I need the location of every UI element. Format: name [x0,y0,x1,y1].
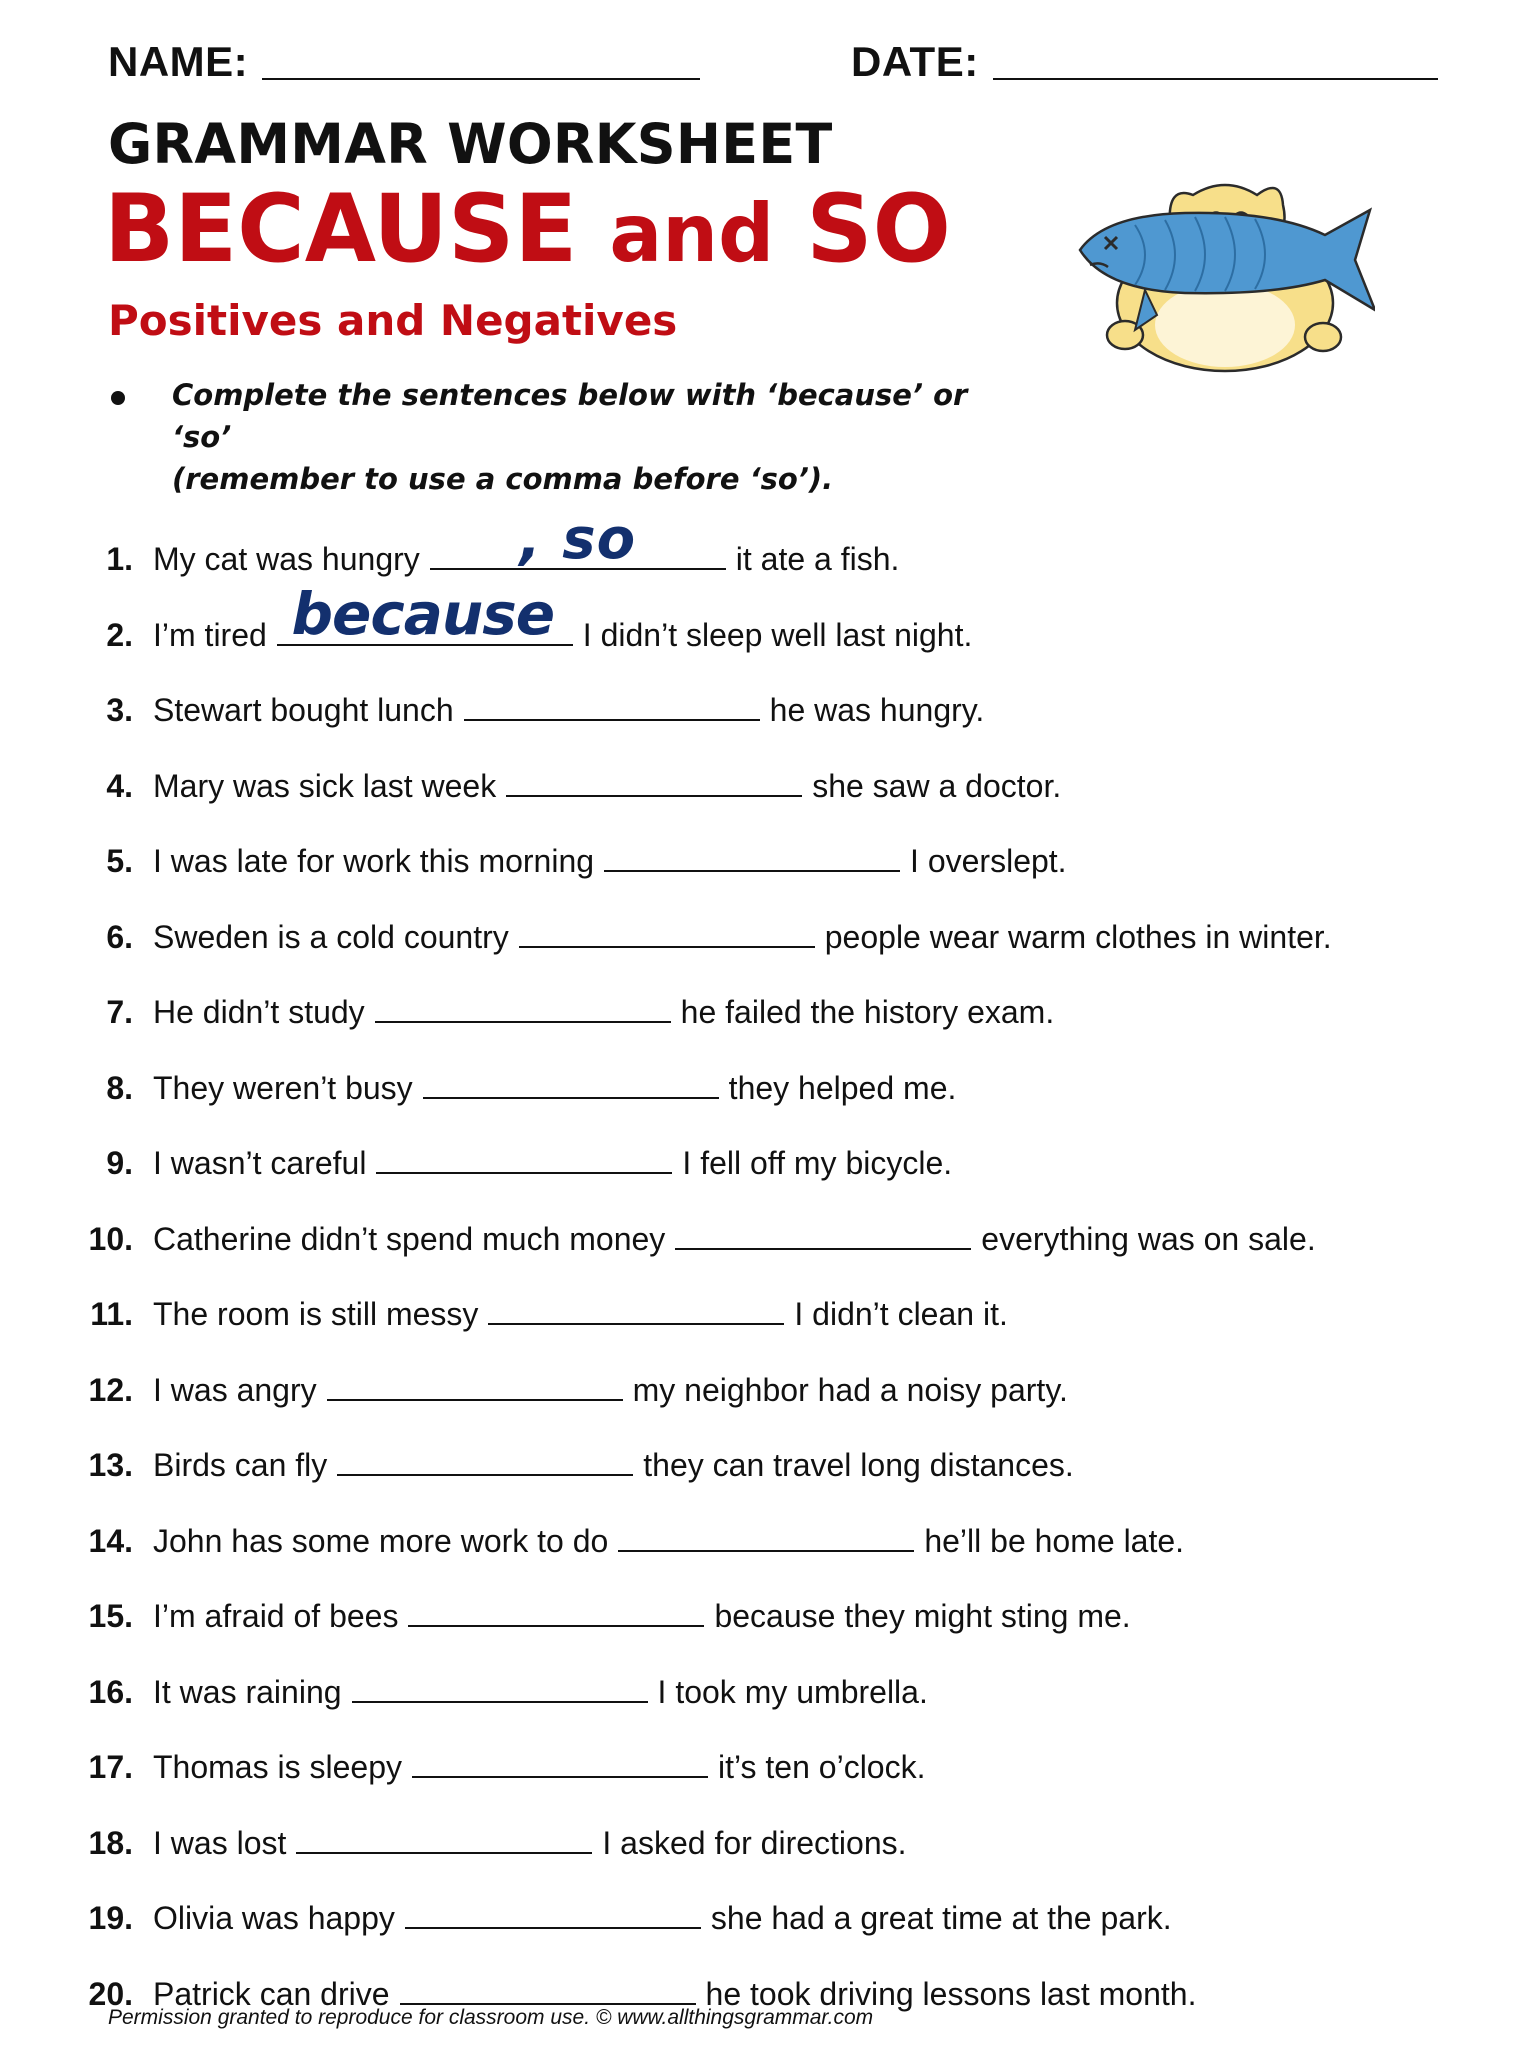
question-row [0,1444,1074,1504]
question-row [0,1822,907,1882]
answer-blank[interactable] [408,1595,704,1627]
question-text-after: everything was on sale. [981,1220,1316,1257]
instructions [108,374,1008,500]
answer-blank[interactable] [296,1822,592,1854]
question-text-before: Olivia was happy [153,1900,395,1936]
question-text-before: Stewart bought lunch [153,692,454,728]
answer-blank[interactable] [618,1520,914,1552]
answer-blank[interactable] [488,1293,784,1325]
answer-blank[interactable] [430,507,726,572]
question-row [0,1369,1068,1429]
worksheet-label: GRAMMAR WORKSHEET [108,112,833,176]
date-label: DATE: [851,38,979,85]
question-number: 4. [106,767,133,804]
cat-right-paw [1305,323,1341,351]
date-field [851,38,1438,86]
question-row [0,916,1332,976]
question-text-before: I’m afraid of bees [153,1598,399,1634]
question-text-before: Patrick can drive [153,1975,390,2012]
question-text-before: Birds can fly [153,1447,328,1483]
answer-blank[interactable] [337,1444,633,1476]
handwritten-answer: , so [519,507,637,572]
question-row [0,689,984,749]
question-text-after: I overslept. [910,843,1067,879]
question-text-after: I didn’t clean it. [794,1296,1008,1332]
question-number: 5. [106,843,133,879]
answer-blank[interactable] [375,991,671,1023]
question-text-after: it ate a fish. [735,541,900,577]
question-number: 13. [88,1447,133,1483]
question-row [0,991,1054,1051]
question-number: 12. [88,1371,133,1408]
question-number: 18. [88,1824,133,1861]
question-number: 2. [106,616,133,653]
question-text-before: He didn’t study [153,994,365,1030]
question-text-before: Catherine didn’t spend much money [153,1220,666,1257]
title-word-and: and [609,187,775,280]
question-text-after: people wear warm clothes in winter. [824,918,1332,955]
question-text-before: The room is still messy [153,1296,479,1332]
question-row [0,1595,1131,1655]
name-blank[interactable] [262,40,700,80]
footer-permission: Permission granted to reproduce for classroom use. © www.allthingsgrammar.com [108,2006,874,2029]
answer-blank[interactable] [519,916,815,948]
question-row [0,1067,956,1127]
answer-blank[interactable] [327,1369,623,1401]
cat-belly [1155,283,1295,367]
question-text-after: my neighbor had a noisy party. [632,1371,1068,1408]
name-field [108,38,700,86]
question-number: 3. [106,692,133,728]
question-text-after: they helped me. [728,1069,957,1106]
worksheet-subtitle: Positives and Negatives [108,296,678,345]
question-row [0,1142,952,1202]
question-text-after: he’ll be home late. [924,1522,1185,1559]
handwritten-answer: because [291,579,555,648]
question-text-after: I asked for directions. [602,1824,907,1861]
question-text-before: I was late for work this morning [153,843,595,879]
question-number: 15. [88,1598,133,1634]
question-row [0,1520,1184,1580]
question-row [0,1293,1008,1353]
question-text-before: They weren’t busy [153,1069,413,1106]
answer-blank[interactable] [352,1671,648,1703]
worksheet-title [104,175,951,284]
question-number: 20. [88,1975,133,2012]
question-row [0,765,1061,825]
question-number: 8. [106,1069,133,1106]
question-text-before: I was lost [153,1824,287,1861]
question-text-after: he took driving lessons last month. [705,1975,1197,2012]
question-number: 14. [88,1522,133,1559]
question-text-after: she had a great time at the park. [710,1900,1172,1936]
question-row [0,1218,1316,1278]
question-text-before: Mary was sick last week [153,767,497,804]
question-number: 17. [88,1749,133,1785]
title-word-so: SO [806,175,951,284]
question-text-after: I didn’t sleep well last night. [582,616,973,653]
question-text-after: she saw a doctor. [812,767,1062,804]
question-text-after: it’s ten o’clock. [717,1749,926,1785]
question-row [0,1671,928,1731]
question-row [0,840,1067,900]
question-number: 6. [106,918,133,955]
answer-blank[interactable] [604,840,900,872]
title-word-because: BECAUSE [104,175,578,284]
question-text-before: Sweden is a cold country [153,918,509,955]
question-text-after: I fell off my bicycle. [682,1145,953,1181]
cat-hugging-fish-icon [1075,165,1375,375]
question-number: 19. [88,1900,133,1936]
question-text-before: John has some more work to do [153,1522,609,1559]
question-text-before: My cat was hungry [153,541,420,577]
question-text-after: they can travel long distances. [643,1447,1074,1483]
question-number: 11. [90,1296,133,1332]
question-row [0,1897,1172,1957]
answer-blank[interactable] [412,1746,708,1778]
question-number: 9. [106,1145,133,1181]
question-text-before: I’m tired [153,616,267,653]
answer-blank[interactable] [400,1973,696,2005]
question-text-before: I was angry [153,1371,317,1408]
answer-blank[interactable] [464,689,760,721]
question-number: 10. [88,1220,133,1257]
answer-blank[interactable] [423,1067,719,1099]
question-text-after: he failed the history exam. [680,994,1055,1030]
answer-blank[interactable] [277,579,573,648]
answer-blank[interactable] [506,765,802,797]
question-number: 1. [106,541,133,577]
instructions-text: Complete the sentences below with ‘because’ or ‘so’ (remember to use a comma before ‘so’). [172,378,968,496]
question-text-before: Thomas is sleepy [153,1749,402,1785]
question-number: 7. [106,994,133,1030]
question-number: 16. [88,1673,133,1710]
date-blank[interactable] [993,40,1438,80]
question-row [0,1746,925,1806]
question-text-after: I took my umbrella. [657,1673,928,1710]
answer-blank[interactable] [376,1142,672,1174]
bullet-icon [111,391,125,405]
name-label: NAME: [108,38,249,85]
question-text-before: It was raining [153,1673,342,1710]
answer-blank[interactable] [675,1218,971,1250]
question-text-after: he was hungry. [769,692,985,728]
question-text-after: because they might sting me. [714,1598,1131,1634]
answer-blank[interactable] [405,1897,701,1929]
question-row [0,579,973,674]
question-text-before: I wasn’t careful [153,1145,367,1181]
